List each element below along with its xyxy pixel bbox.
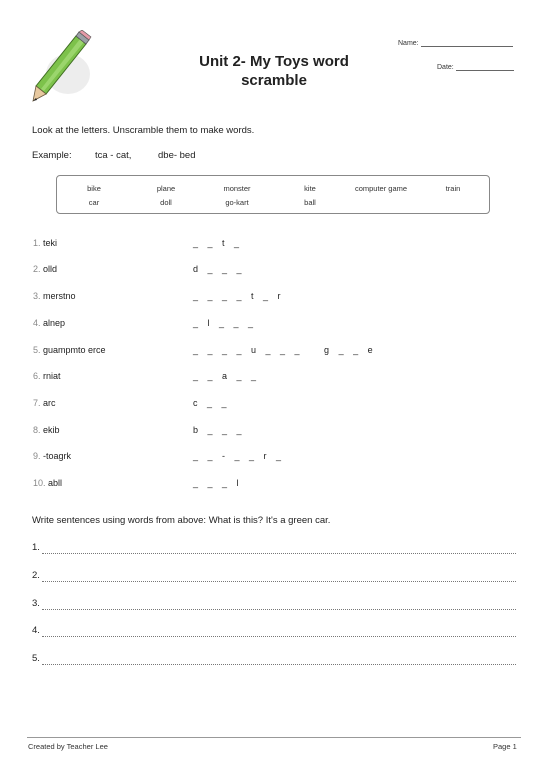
worksheet-title [0,52,548,90]
sentence-line-3[interactable] [42,609,516,610]
answer-hint-1[interactable]: _ _ t _ [193,238,240,248]
word-bank-item: kite [304,184,316,193]
sentence-line-2[interactable] [42,581,516,582]
answer-hint-5[interactable]: _ _ _ _ u _ _ _ g _ _ e [193,345,374,355]
question-7: 7. arc [33,398,56,408]
word-bank-item: monster [223,184,251,193]
word-bank-item: car [88,198,100,207]
title-line-1: Unit 2- My Toys word [199,53,349,70]
scrambled-word: arc [43,398,56,408]
question-9: 9. -toagrk [33,451,72,461]
date-label: Date: [437,64,454,71]
answer-hint-7[interactable]: c _ _ [193,398,228,408]
sentence-number: 3. [32,598,40,609]
scrambled-word: alnep [43,318,66,328]
scrambled-word: teki [43,238,58,248]
answer-hint-2[interactable]: d _ _ _ [193,264,243,274]
question-4: 4. alnep [33,318,66,328]
word-bank-item: go-kart [225,198,249,207]
title-line-2: scramble [241,72,307,89]
name-line [421,46,513,47]
scrambled-word: -toagrk [43,451,72,461]
word-bank-item: bike [87,184,101,193]
answer-hint-3[interactable]: _ _ _ _ t _ r [193,291,282,301]
question-2: 2. olld [33,264,58,274]
scrambled-word: merstno [43,291,76,301]
scrambled-word: abll [48,478,63,488]
sentence-number: 5. [32,653,40,664]
word-bank-item: doll [160,198,172,207]
date-line [456,70,514,71]
example-label: Example: [32,150,72,161]
scrambled-word: olld [43,264,58,274]
sentence-line-5[interactable] [42,664,516,665]
instructions: Look at the letters. Unscramble them to make words. [32,125,255,136]
footer-divider [27,737,521,738]
scrambled-word: guampmto erce [43,345,106,355]
answer-hint-10[interactable]: _ _ _ l [193,478,240,488]
question-1: 1. teki [33,238,58,248]
sentences-instruction: Write sentences using words from above: What is this? It's a green car. [32,515,331,526]
page-number: Page 1 [493,742,517,751]
sentence-number: 4. [32,625,40,636]
answer-hint-4[interactable]: _ l _ _ _ [193,318,254,328]
answer-hint-6[interactable]: _ _ a _ _ [193,371,257,381]
sentence-line-1[interactable] [42,553,516,554]
word-bank-item: plane [156,184,176,193]
example-2: dbe- bed [158,150,196,161]
answer-hint-8[interactable]: b _ _ _ [193,425,243,435]
question-8: 8. ekib [33,425,60,435]
sentence-number: 1. [32,542,40,553]
sentence-line-4[interactable] [42,636,516,637]
word-bank-item: computer game [354,184,408,193]
question-6: 6. rniat [33,371,61,381]
date-field[interactable] [437,64,514,71]
question-10: 10. abll [33,478,63,488]
name-field[interactable] [398,40,513,47]
word-bank [56,175,490,214]
scrambled-word: ekib [43,425,60,435]
example-1: tca - cat, [95,150,132,161]
footer-credit: Created by Teacher Lee [28,742,108,751]
name-label: Name: [398,40,419,47]
word-bank-item: train [445,184,461,193]
scrambled-word: rniat [43,371,61,381]
word-bank-item: ball [304,198,316,207]
answer-hint-9[interactable]: _ _ - _ _ r _ [193,451,282,461]
question-3: 3. merstno [33,291,76,301]
sentence-number: 2. [32,570,40,581]
question-5: 5. guampmto erce [33,345,106,355]
